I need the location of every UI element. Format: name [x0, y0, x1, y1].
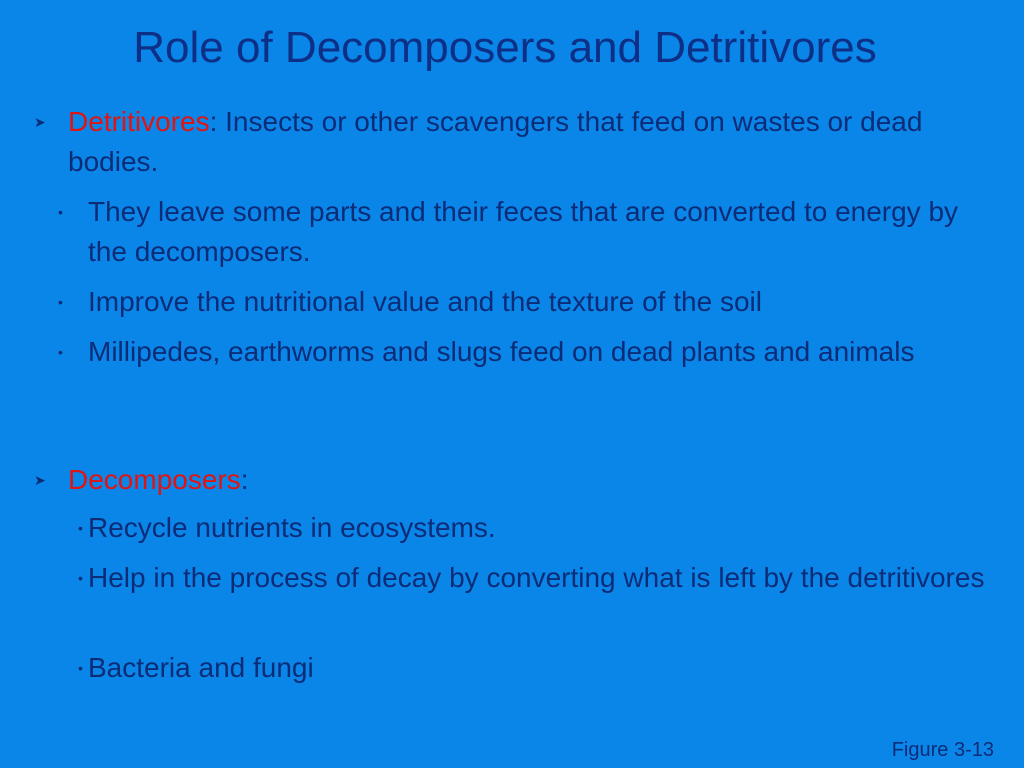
term-decomposers: Decomposers — [68, 464, 241, 495]
arrow-bullet-icon: ➤ — [34, 114, 46, 130]
term-detritivores: Detritivores — [68, 106, 210, 137]
dot-bullet-icon: • — [58, 344, 63, 360]
bullet-decomposers — [34, 460, 993, 500]
sub-bullet — [78, 558, 993, 598]
slide-title: Role of Decomposers and Detritivores — [133, 23, 877, 72]
sub-bullet — [58, 192, 993, 272]
dot-bullet-icon: • — [78, 660, 83, 676]
sub-bullet — [78, 508, 993, 548]
dot-bullet-icon: • — [58, 204, 63, 220]
figure-caption: Figure 3-13 — [891, 739, 994, 761]
sub-bullet-text: Bacteria and fungi — [88, 652, 314, 683]
sub-bullet — [58, 282, 993, 322]
sub-bullet-text: Millipedes, earthworms and slugs feed on dead plants and animals — [88, 336, 915, 367]
bullet-text: : — [240, 464, 249, 495]
sub-bullet-text: Help in the process of decay by converting what is left by the detritivores — [88, 562, 985, 593]
sub-bullet — [78, 648, 993, 688]
arrow-bullet-icon: ➤ — [34, 472, 46, 488]
sub-bullet-text: They leave some parts and their feces that are converted to energy by the decomposers. — [88, 196, 959, 267]
sub-bullet-text: Improve the nutritional value and the texture of the soil — [88, 286, 762, 317]
dot-bullet-icon: • — [58, 294, 63, 310]
bullet-detritivores — [34, 102, 993, 182]
bullet-text: : Insects or other scavengers that feed on wastes or dead bodies. — [68, 106, 923, 177]
dot-bullet-icon: • — [78, 520, 83, 536]
sub-bullet-text: Recycle nutrients in ecosystems. — [88, 512, 496, 543]
sub-bullet — [58, 332, 993, 372]
dot-bullet-icon: • — [78, 570, 83, 586]
